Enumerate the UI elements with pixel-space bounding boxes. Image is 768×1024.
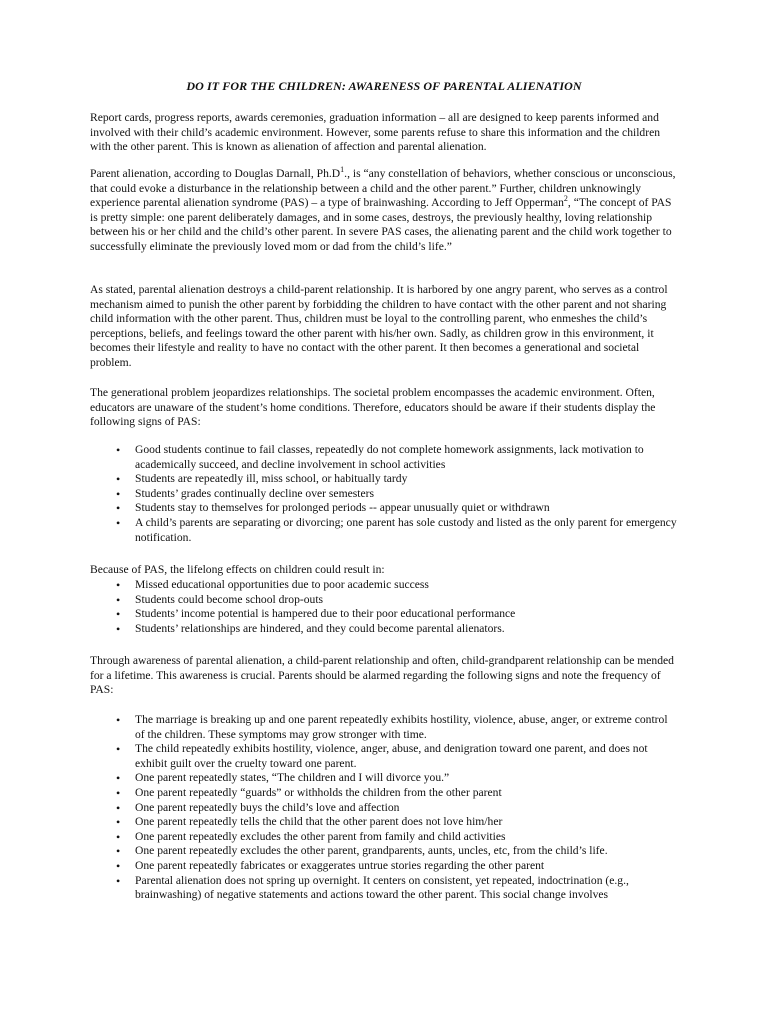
list-item: • The marriage is breaking up and one parent repeatedly exhibits hostility, violence, abuse, anger, or extreme control of the children. These symptoms may grow stronger with time.	[90, 713, 680, 742]
list-item: • Students stay to themselves for prolonged periods -- appear unusually quiet or withdrawn	[90, 501, 680, 516]
paragraph-awareness: Through awareness of parental alienation, a child-parent relationship and often, child-grandparent relationship can be mended for a lifetime. This awareness is crucial. Parents should be alarmed regarding the following signs and note the frequency of PAS:	[90, 654, 674, 697]
paragraph-definition-part3: , “The concept of PAS is pretty simple: one parent deliberately damages, and in some cases, destroys, the previously healthy, loving relationship between his or her child and the child’s other parent. In severe PAS cases, the alienating parent and the child work together to successfully eliminate the previously loved mom or dad from the child’s life.”	[90, 196, 672, 253]
student-signs-list	[90, 443, 680, 545]
paragraph-intro: Report cards, progress reports, awards ceremonies, graduation information – all are designed to keep parents informed and involved with their child’s academic environment. However, some parents refuse to share this information and the children with the other parent. This is known as alienation of affection and parental alienation.	[90, 111, 661, 154]
list-item: • One parent repeatedly buys the child’s love and affection	[90, 801, 680, 816]
list-item: • Parental alienation does not spring up overnight. It centers on consistent, yet repeated, indoctrination (e.g., brainwashing) of negative statements and actions toward the other parent. This social change involves	[90, 874, 680, 903]
footnote-ref-2: 2	[563, 194, 568, 204]
list-item: • One parent repeatedly “guards” or withholds the children from the other parent	[90, 786, 680, 801]
list-item: • Students could become school drop-outs	[90, 593, 680, 608]
list-item: • One parent repeatedly states, “The children and I will divorce you.”	[90, 771, 680, 786]
lifelong-effects-list	[90, 578, 680, 636]
document-title: DO IT FOR THE CHILDREN: AWARENESS OF PARENTAL ALIENATION	[186, 79, 582, 93]
list-item: • Students are repeatedly ill, miss school, or habitually tardy	[90, 472, 680, 487]
footnote-ref-1: 1	[340, 165, 345, 175]
paragraph-lifelong-effects: Because of PAS, the lifelong effects on children could result in:	[90, 563, 385, 576]
list-item: • One parent repeatedly excludes the other parent from family and child activities	[90, 830, 680, 845]
list-item: • The child repeatedly exhibits hostility, violence, anger, abuse, and denigration toward one parent, and does not exhibit guilt over the cruelty toward one parent.	[90, 742, 680, 771]
list-item: • Students’ income potential is hampered due to their poor educational performance	[90, 607, 680, 622]
list-item: • Students’ grades continually decline over semesters	[90, 487, 680, 502]
list-item: • Good students continue to fail classes, repeatedly do not complete homework assignments, lack motivation to academically succeed, and decline involvement in school activities	[90, 443, 680, 472]
paragraph-definition-part2: ., is “any constellation of behaviors, whether conscious or unconscious, that could evoke a disturbance in the relationship between a child and the other parent.” Further, children unknowingly experience parental alienation syndrome (PAS) – a type of brainwashing. According to Jeff Opperman	[90, 167, 676, 210]
list-item: • Students’ relationships are hindered, and they could become parental alienators.	[90, 622, 680, 637]
paragraph-definition	[90, 167, 680, 255]
list-item: • One parent repeatedly tells the child that the other parent does not love him/her	[90, 815, 680, 830]
list-item: • A child’s parents are separating or divorcing; one parent has sole custody and listed as the only parent for emergency notification.	[90, 516, 680, 545]
list-item: • Missed educational opportunities due to poor academic success	[90, 578, 680, 593]
paragraph-definition-part1: Parent alienation, according to Douglas Darnall, Ph.D	[90, 167, 341, 180]
paragraph-alienation-effects: As stated, parental alienation destroys a child-parent relationship. It is harbored by one angry parent, who serves as a control mechanism aimed to punish the other parent by forbidding the children to have contact with the other parent and not sharing child information with the other parent. Thus, children must be loyal to the controlling parent, who enmeshes the child’s perceptions, beliefs, and feelings toward the other parent with his/her own. Sadly, as children grow in this environment, it becomes their lifestyle and reality to have no contact with the other parent. It then becomes a generational and societal problem.	[90, 283, 668, 369]
parent-signs-list	[90, 713, 680, 903]
list-item: • One parent repeatedly excludes the other parent, grandparents, aunts, uncles, etc, from the child’s life.	[90, 844, 680, 859]
list-item: • One parent repeatedly fabricates or exaggerates untrue stories regarding the other parent	[90, 859, 680, 874]
paragraph-educators: The generational problem jeopardizes relationships. The societal problem encompasses the academic environment. Often, educators are unaware of the student’s home conditions. Therefore, educators should be aware if their students display the following signs of PAS:	[90, 386, 656, 429]
